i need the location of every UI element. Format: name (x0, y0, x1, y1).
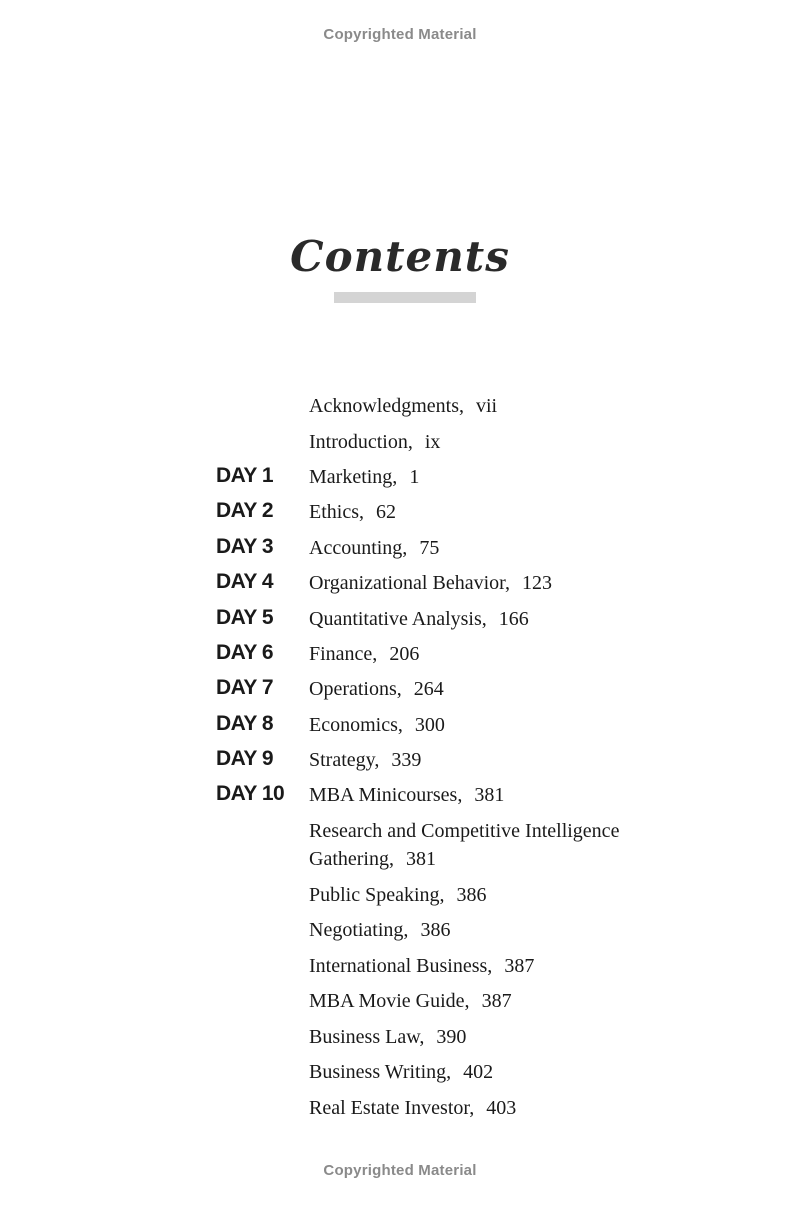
entry-title: MBA Movie Guide, (309, 990, 470, 1012)
title-underline-bar (334, 292, 476, 303)
entry-title: Economics, (309, 714, 403, 736)
day-label: DAY 10 (216, 782, 285, 805)
entry-title: Strategy, (309, 749, 380, 771)
entry-title: Business Law, (309, 1026, 425, 1048)
entry-text (309, 428, 654, 456)
entry-title: Finance, (309, 643, 378, 665)
page-number: 387 (481, 990, 512, 1012)
page-number: 166 (498, 608, 529, 630)
entry-text (309, 605, 654, 633)
entry-text (309, 1094, 654, 1122)
page-number: 300 (414, 714, 445, 736)
entry-title: Marketing, (309, 466, 398, 488)
page-number: 264 (413, 678, 444, 700)
entry-text (309, 916, 654, 944)
entry-title: Business Writing, (309, 1061, 452, 1083)
page-number: ix (424, 431, 441, 453)
page-number: 339 (391, 749, 422, 771)
page-number: 206 (389, 643, 420, 665)
entry-title: Quantitative Analysis, (309, 608, 487, 630)
entry-title: Public Speaking, (309, 884, 445, 906)
page-number: 381 (405, 848, 436, 870)
entry-text (309, 1023, 654, 1051)
day-label: DAY 5 (216, 606, 274, 629)
day-label: DAY 3 (216, 535, 274, 558)
entry-title: Organizational Behavior, (309, 572, 510, 594)
entry-text (309, 392, 654, 420)
page-number: 75 (419, 537, 440, 559)
entry-text (309, 952, 654, 980)
page-number: 386 (456, 884, 487, 906)
page-number: 62 (376, 501, 396, 523)
entry-text (309, 1058, 654, 1086)
entry-text (309, 675, 654, 703)
day-label: DAY 8 (216, 712, 274, 735)
page-number: 402 (463, 1061, 494, 1083)
page-number: vii (475, 395, 498, 417)
entry-title: Introduction, (309, 431, 413, 453)
entry-text (309, 640, 654, 668)
entry-text (309, 881, 654, 909)
entry-text (309, 498, 654, 526)
entry-title: Real Estate Investor, (309, 1097, 475, 1119)
entry-title: Research and Competitive Intelligence Gathering, (309, 820, 620, 870)
day-label: DAY 6 (216, 641, 274, 664)
entry-title: Accounting, (309, 537, 408, 559)
entry-text (309, 534, 654, 562)
entry-text (309, 987, 654, 1015)
entry-title: Ethics, (309, 501, 364, 523)
entry-text (309, 746, 654, 774)
page-number: 403 (486, 1097, 517, 1119)
entry-title: Operations, (309, 678, 402, 700)
entry-title: Negotiating, (309, 919, 409, 941)
page-number: 1 (409, 466, 420, 488)
page-number: 381 (474, 784, 505, 806)
entry-title: MBA Minicourses, (309, 784, 463, 806)
entry-text (309, 781, 654, 809)
entry-text (309, 817, 654, 873)
entry-title: Acknowledgments, (309, 395, 464, 417)
page-number: 387 (504, 955, 535, 977)
page-number: 390 (436, 1026, 467, 1048)
day-label: DAY 2 (216, 499, 274, 522)
entry-text (309, 711, 654, 739)
day-label: DAY 4 (216, 570, 274, 593)
footer-watermark: Copyrighted Material (323, 1162, 477, 1179)
page-title: Contents (290, 232, 510, 281)
day-label: DAY 7 (216, 676, 274, 699)
day-label: DAY 1 (216, 464, 274, 487)
page-number: 386 (420, 919, 451, 941)
header-watermark: Copyrighted Material (323, 26, 477, 43)
day-label: DAY 9 (216, 747, 274, 770)
entry-title: International Business, (309, 955, 493, 977)
entry-text (309, 463, 654, 491)
page-number: 123 (522, 572, 552, 594)
entry-text (309, 569, 654, 597)
